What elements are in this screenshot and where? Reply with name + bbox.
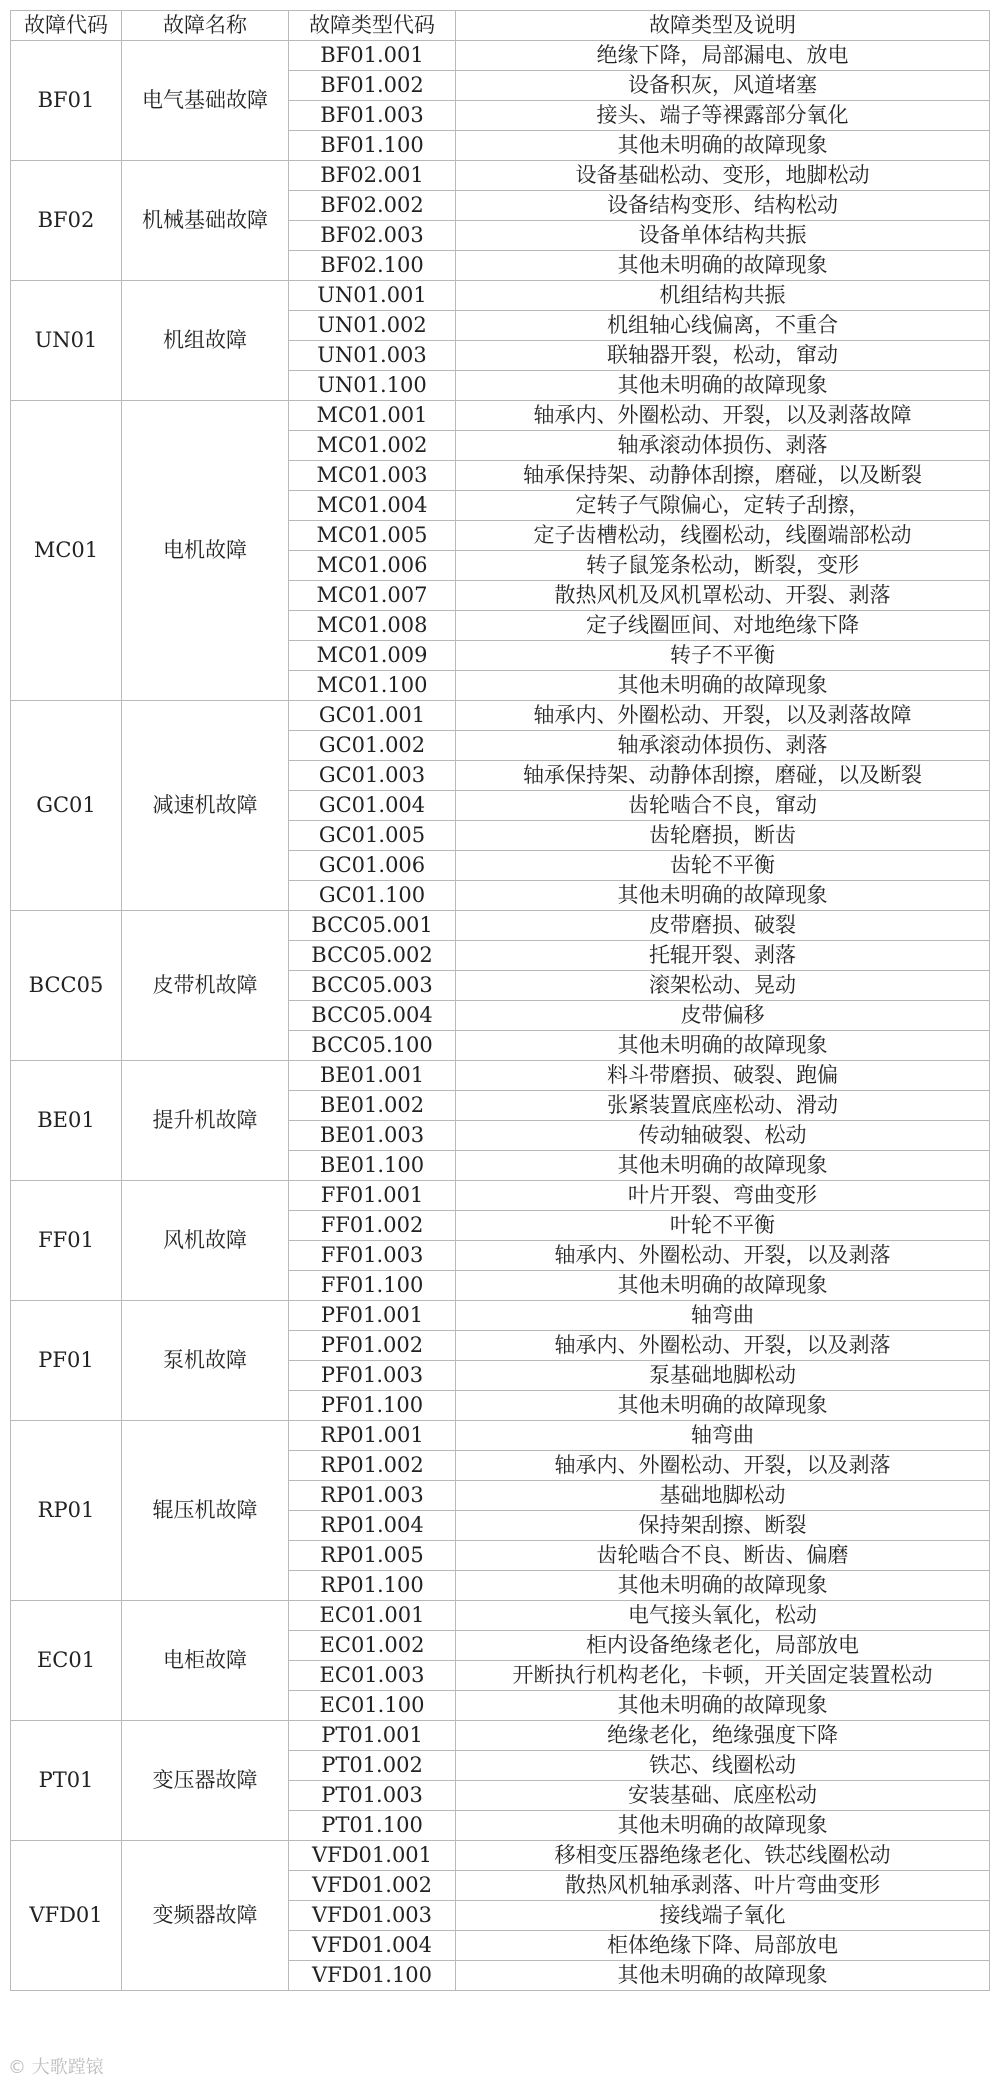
- fault-description-cell: 滚架松动、晃动: [456, 971, 990, 1001]
- fault-description-cell: 设备单体结构共振: [456, 221, 990, 251]
- fault-type-code-cell: PT01.002: [289, 1751, 456, 1781]
- header-fault-code: 故障代码: [11, 11, 122, 41]
- fault-type-code-cell: BCC05.003: [289, 971, 456, 1001]
- fault-description-cell: 轴承保持架、动静体刮擦，磨碰，以及断裂: [456, 461, 990, 491]
- fault-type-code-cell: GC01.001: [289, 701, 456, 731]
- fault-type-code-cell: GC01.004: [289, 791, 456, 821]
- fault-description-cell: 其他未明确的故障现象: [456, 881, 990, 911]
- fault-type-code-cell: UN01.001: [289, 281, 456, 311]
- table-header-row: [11, 11, 990, 41]
- fault-code-cell: BF02: [11, 161, 122, 281]
- fault-type-code-cell: MC01.100: [289, 671, 456, 701]
- fault-type-code-cell: MC01.001: [289, 401, 456, 431]
- fault-type-code-cell: BF01.100: [289, 131, 456, 161]
- table-row: [11, 1061, 990, 1091]
- fault-type-code-cell: MC01.002: [289, 431, 456, 461]
- fault-type-code-cell: MC01.007: [289, 581, 456, 611]
- fault-code-cell: PF01: [11, 1301, 122, 1421]
- fault-description-cell: 其他未明确的故障现象: [456, 1961, 990, 1991]
- fault-description-cell: 其他未明确的故障现象: [456, 1691, 990, 1721]
- fault-type-code-cell: BCC05.004: [289, 1001, 456, 1031]
- table-row: [11, 911, 990, 941]
- fault-description-cell: 料斗带磨损、破裂、跑偏: [456, 1061, 990, 1091]
- fault-description-cell: 叶轮不平衡: [456, 1211, 990, 1241]
- fault-description-cell: 散热风机轴承剥落、叶片弯曲变形: [456, 1871, 990, 1901]
- fault-type-code-cell: EC01.003: [289, 1661, 456, 1691]
- fault-type-code-cell: BCC05.001: [289, 911, 456, 941]
- fault-code-cell: MC01: [11, 401, 122, 701]
- fault-description-cell: 托辊开裂、剥落: [456, 941, 990, 971]
- fault-description-cell: 电气接头氧化，松动: [456, 1601, 990, 1631]
- fault-type-code-cell: BE01.003: [289, 1121, 456, 1151]
- fault-type-code-cell: VFD01.001: [289, 1841, 456, 1871]
- fault-type-code-cell: FF01.001: [289, 1181, 456, 1211]
- fault-code-cell: BE01: [11, 1061, 122, 1181]
- fault-code-table: [10, 10, 990, 1991]
- fault-description-cell: 设备结构变形、结构松动: [456, 191, 990, 221]
- fault-description-cell: 皮带磨损、破裂: [456, 911, 990, 941]
- table-row: [11, 401, 990, 431]
- fault-description-cell: 安装基础、底座松动: [456, 1781, 990, 1811]
- table-row: [11, 1301, 990, 1331]
- fault-type-code-cell: FF01.100: [289, 1271, 456, 1301]
- fault-type-code-cell: RP01.004: [289, 1511, 456, 1541]
- fault-description-cell: 定子齿槽松动，线圈松动，线圈端部松动: [456, 521, 990, 551]
- fault-type-code-cell: MC01.009: [289, 641, 456, 671]
- table-row: [11, 41, 990, 71]
- fault-description-cell: 轴承滚动体损伤、剥落: [456, 431, 990, 461]
- fault-description-cell: 齿轮不平衡: [456, 851, 990, 881]
- table-row: [11, 701, 990, 731]
- fault-type-code-cell: PT01.003: [289, 1781, 456, 1811]
- fault-name-cell: 皮带机故障: [122, 911, 289, 1061]
- header-fault-name: 故障名称: [122, 11, 289, 41]
- fault-code-cell: BCC05: [11, 911, 122, 1061]
- fault-description-cell: 联轴器开裂，松动，窜动: [456, 341, 990, 371]
- fault-name-cell: 变频器故障: [122, 1841, 289, 1991]
- header-fault-type-code: 故障类型代码: [289, 11, 456, 41]
- fault-type-code-cell: GC01.003: [289, 761, 456, 791]
- fault-description-cell: 绝缘下降，局部漏电、放电: [456, 41, 990, 71]
- fault-type-code-cell: RP01.100: [289, 1571, 456, 1601]
- fault-name-cell: 风机故障: [122, 1181, 289, 1301]
- fault-description-cell: 铁芯、线圈松动: [456, 1751, 990, 1781]
- fault-type-code-cell: UN01.002: [289, 311, 456, 341]
- fault-type-code-cell: RP01.003: [289, 1481, 456, 1511]
- fault-type-code-cell: BF01.002: [289, 71, 456, 101]
- fault-description-cell: 齿轮啮合不良，窜动: [456, 791, 990, 821]
- table-row: [11, 1841, 990, 1871]
- table-body: [11, 41, 990, 1991]
- fault-code-cell: VFD01: [11, 1841, 122, 1991]
- fault-description-cell: 传动轴破裂、松动: [456, 1121, 990, 1151]
- fault-description-cell: 其他未明确的故障现象: [456, 1391, 990, 1421]
- fault-type-code-cell: GC01.100: [289, 881, 456, 911]
- fault-name-cell: 变压器故障: [122, 1721, 289, 1841]
- fault-type-code-cell: BF01.001: [289, 41, 456, 71]
- fault-type-code-cell: BE01.001: [289, 1061, 456, 1091]
- fault-description-cell: 轴承内、外圈松动、开裂，以及剥落故障: [456, 701, 990, 731]
- fault-name-cell: 泵机故障: [122, 1301, 289, 1421]
- fault-description-cell: 接头、端子等裸露部分氧化: [456, 101, 990, 131]
- fault-type-code-cell: GC01.006: [289, 851, 456, 881]
- fault-type-code-cell: FF01.003: [289, 1241, 456, 1271]
- fault-code-cell: BF01: [11, 41, 122, 161]
- watermark: © 大歌蹚锿: [8, 2057, 104, 2078]
- fault-type-code-cell: BF02.100: [289, 251, 456, 281]
- fault-description-cell: 机组轴心线偏离，不重合: [456, 311, 990, 341]
- fault-description-cell: 柜体绝缘下降、局部放电: [456, 1931, 990, 1961]
- fault-type-code-cell: RP01.005: [289, 1541, 456, 1571]
- fault-description-cell: 基础地脚松动: [456, 1481, 990, 1511]
- fault-description-cell: 其他未明确的故障现象: [456, 1151, 990, 1181]
- fault-type-code-cell: MC01.008: [289, 611, 456, 641]
- fault-name-cell: 机组故障: [122, 281, 289, 401]
- fault-description-cell: 定转子气隙偏心，定转子刮擦，: [456, 491, 990, 521]
- fault-name-cell: 辊压机故障: [122, 1421, 289, 1601]
- fault-description-cell: 张紧装置底座松动、滑动: [456, 1091, 990, 1121]
- fault-type-code-cell: PF01.003: [289, 1361, 456, 1391]
- fault-type-code-cell: EC01.002: [289, 1631, 456, 1661]
- table-row: [11, 161, 990, 191]
- fault-type-code-cell: VFD01.004: [289, 1931, 456, 1961]
- fault-description-cell: 齿轮啮合不良、断齿、偏磨: [456, 1541, 990, 1571]
- fault-type-code-cell: PT01.001: [289, 1721, 456, 1751]
- fault-description-cell: 定子线圈匝间、对地绝缘下降: [456, 611, 990, 641]
- fault-description-cell: 机组结构共振: [456, 281, 990, 311]
- fault-description-cell: 其他未明确的故障现象: [456, 671, 990, 701]
- fault-description-cell: 轴承内、外圈松动、开裂，以及剥落: [456, 1331, 990, 1361]
- fault-name-cell: 电柜故障: [122, 1601, 289, 1721]
- fault-description-cell: 皮带偏移: [456, 1001, 990, 1031]
- fault-name-cell: 电机故障: [122, 401, 289, 701]
- fault-name-cell: 机械基础故障: [122, 161, 289, 281]
- fault-description-cell: 泵基础地脚松动: [456, 1361, 990, 1391]
- table-row: [11, 1721, 990, 1751]
- fault-type-code-cell: BE01.002: [289, 1091, 456, 1121]
- fault-description-cell: 轴弯曲: [456, 1301, 990, 1331]
- fault-type-code-cell: UN01.100: [289, 371, 456, 401]
- fault-type-code-cell: PF01.100: [289, 1391, 456, 1421]
- fault-description-cell: 其他未明确的故障现象: [456, 251, 990, 281]
- fault-description-cell: 其他未明确的故障现象: [456, 1571, 990, 1601]
- fault-description-cell: 轴承内、外圈松动、开裂，以及剥落: [456, 1451, 990, 1481]
- fault-type-code-cell: EC01.001: [289, 1601, 456, 1631]
- fault-description-cell: 保持架刮擦、断裂: [456, 1511, 990, 1541]
- fault-type-code-cell: BF02.002: [289, 191, 456, 221]
- table-row: [11, 281, 990, 311]
- fault-description-cell: 叶片开裂、弯曲变形: [456, 1181, 990, 1211]
- fault-type-code-cell: MC01.003: [289, 461, 456, 491]
- fault-type-code-cell: GC01.002: [289, 731, 456, 761]
- fault-code-cell: RP01: [11, 1421, 122, 1601]
- fault-type-code-cell: BCC05.100: [289, 1031, 456, 1061]
- fault-description-cell: 设备基础松动、变形，地脚松动: [456, 161, 990, 191]
- fault-description-cell: 齿轮磨损，断齿: [456, 821, 990, 851]
- fault-description-cell: 转子不平衡: [456, 641, 990, 671]
- fault-description-cell: 绝缘老化，绝缘强度下降: [456, 1721, 990, 1751]
- fault-description-cell: 其他未明确的故障现象: [456, 1271, 990, 1301]
- fault-description-cell: 轴承滚动体损伤、剥落: [456, 731, 990, 761]
- fault-name-cell: 减速机故障: [122, 701, 289, 911]
- fault-name-cell: 提升机故障: [122, 1061, 289, 1181]
- fault-type-code-cell: RP01.001: [289, 1421, 456, 1451]
- fault-description-cell: 转子鼠笼条松动，断裂，变形: [456, 551, 990, 581]
- header-fault-type-description: 故障类型及说明: [456, 11, 990, 41]
- fault-description-cell: 其他未明确的故障现象: [456, 1811, 990, 1841]
- table-row: [11, 1181, 990, 1211]
- fault-type-code-cell: MC01.006: [289, 551, 456, 581]
- fault-code-cell: EC01: [11, 1601, 122, 1721]
- fault-description-cell: 轴承内、外圈松动、开裂，以及剥落故障: [456, 401, 990, 431]
- fault-description-cell: 轴弯曲: [456, 1421, 990, 1451]
- fault-code-cell: UN01: [11, 281, 122, 401]
- fault-type-code-cell: MC01.004: [289, 491, 456, 521]
- fault-type-code-cell: BF02.003: [289, 221, 456, 251]
- fault-description-cell: 设备积灰，风道堵塞: [456, 71, 990, 101]
- fault-type-code-cell: VFD01.002: [289, 1871, 456, 1901]
- fault-description-cell: 接线端子氧化: [456, 1901, 990, 1931]
- fault-type-code-cell: VFD01.100: [289, 1961, 456, 1991]
- fault-type-code-cell: VFD01.003: [289, 1901, 456, 1931]
- fault-type-code-cell: BF01.003: [289, 101, 456, 131]
- fault-description-cell: 开断执行机构老化，卡顿，开关固定装置松动: [456, 1661, 990, 1691]
- fault-type-code-cell: GC01.005: [289, 821, 456, 851]
- fault-type-code-cell: PF01.002: [289, 1331, 456, 1361]
- fault-code-cell: FF01: [11, 1181, 122, 1301]
- fault-description-cell: 轴承保持架、动静体刮擦，磨碰，以及断裂: [456, 761, 990, 791]
- fault-type-code-cell: BE01.100: [289, 1151, 456, 1181]
- fault-description-cell: 移相变压器绝缘老化、铁芯线圈松动: [456, 1841, 990, 1871]
- fault-type-code-cell: BF02.001: [289, 161, 456, 191]
- fault-code-cell: PT01: [11, 1721, 122, 1841]
- fault-type-code-cell: EC01.100: [289, 1691, 456, 1721]
- fault-type-code-cell: FF01.002: [289, 1211, 456, 1241]
- fault-description-cell: 其他未明确的故障现象: [456, 1031, 990, 1061]
- fault-description-cell: 其他未明确的故障现象: [456, 131, 990, 161]
- fault-type-code-cell: UN01.003: [289, 341, 456, 371]
- fault-name-cell: 电气基础故障: [122, 41, 289, 161]
- table-row: [11, 1421, 990, 1451]
- fault-description-cell: 柜内设备绝缘老化，局部放电: [456, 1631, 990, 1661]
- fault-type-code-cell: MC01.005: [289, 521, 456, 551]
- fault-description-cell: 轴承内、外圈松动、开裂，以及剥落: [456, 1241, 990, 1271]
- fault-type-code-cell: RP01.002: [289, 1451, 456, 1481]
- fault-type-code-cell: BCC05.002: [289, 941, 456, 971]
- fault-type-code-cell: PT01.100: [289, 1811, 456, 1841]
- fault-code-cell: GC01: [11, 701, 122, 911]
- fault-description-cell: 散热风机及风机罩松动、开裂、剥落: [456, 581, 990, 611]
- fault-description-cell: 其他未明确的故障现象: [456, 371, 990, 401]
- table-row: [11, 1601, 990, 1631]
- fault-type-code-cell: PF01.001: [289, 1301, 456, 1331]
